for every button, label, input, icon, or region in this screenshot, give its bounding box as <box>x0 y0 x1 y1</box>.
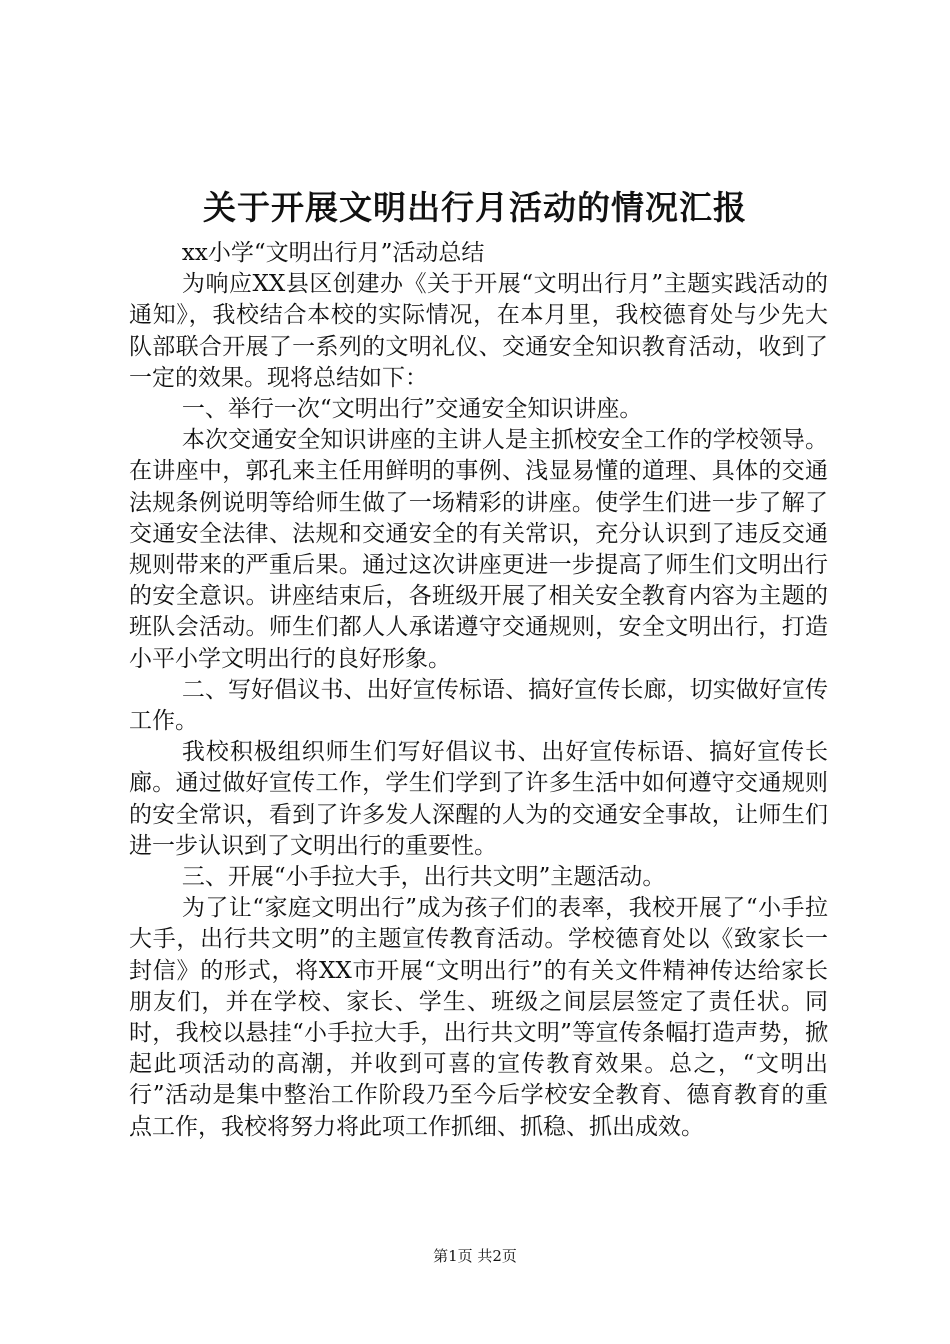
section-body-2: 我校积极组织师生们写好倡议书、出好宣传标语、搞好宣传长廊。通过做好宣传工作，学生们学到了许多生活中如何遵守交通规则的安全常识，看到了许多发人深醒的人为的交通安全事故，让师生们进一步认识到了文明出行的重要性。 <box>129 739 828 859</box>
section-body-1: 本次交通安全知识讲座的主讲人是主抓校安全工作的学校领导。在讲座中，郭孔来主任用鲜明的事例、浅显易懂的道理、具体的交通法规条例说明等给师生做了一场精彩的讲座。使学生们进一步了解了交通安全法律、法规和交通安全的有关常识，充分认识到了违反交通规则带来的严重后果。通过这次讲座更进一步提高了师生们文明出行的安全意识。讲座结束后，各班级开展了相关安全教育内容为主题的班队会活动。师生们都人人承诺遵守交通规则，安全文明出行，打造小平小学文明出行的良好形象。 <box>129 427 828 672</box>
section-heading-1: 一、举行一次“文明出行”交通安全知识讲座。 <box>181 396 643 423</box>
intro-paragraph: 为响应XX县区创建办《关于开展“文明出行月”主题实践活动的通知》，我校结合本校的实际情况，在本月里，我校德育处与少先大队部联合开展了一系列的文明礼仪、交通安全知识教育活动，收到了一定的效果。现将总结如下： <box>129 271 828 391</box>
section-heading-3: 三、开展“小手拉大手，出行共文明”主题活动。 <box>181 864 666 891</box>
section-heading-2: 二、写好倡议书、出好宣传标语、搞好宣传长廊，切实做好宣传工作。 <box>129 676 828 735</box>
subtitle-paragraph: xx小学“文明出行月”活动总结 <box>181 240 485 266</box>
page-title: 关于开展文明出行月活动的情况汇报 <box>203 188 747 227</box>
page-number: 第1页 共2页 <box>433 1247 517 1265</box>
document-body <box>129 238 828 1143</box>
section-body-3: 为了让“家庭文明出行”成为孩子们的表率，我校开展了“小手拉大手，出行共文明”的主题宣传教育活动。学校德育处以《致家长一封信》的形式，将XX市开展“文明出行”的有关文件精神传达给家长朋友们，并在学校、家长、学生、班级之间层层签定了责任状。同时，我校以悬挂“小手拉大手，出行共文明”等宣传条幅打造声势，掀起此项活动的高潮，并收到可喜的宣传教育效果。总之，“文明出行”活动是集中整治工作阶段乃至今后学校安全教育、德育教育的重点工作，我校将努力将此项工作抓细、抓稳、抓出成效。 <box>129 895 828 1140</box>
